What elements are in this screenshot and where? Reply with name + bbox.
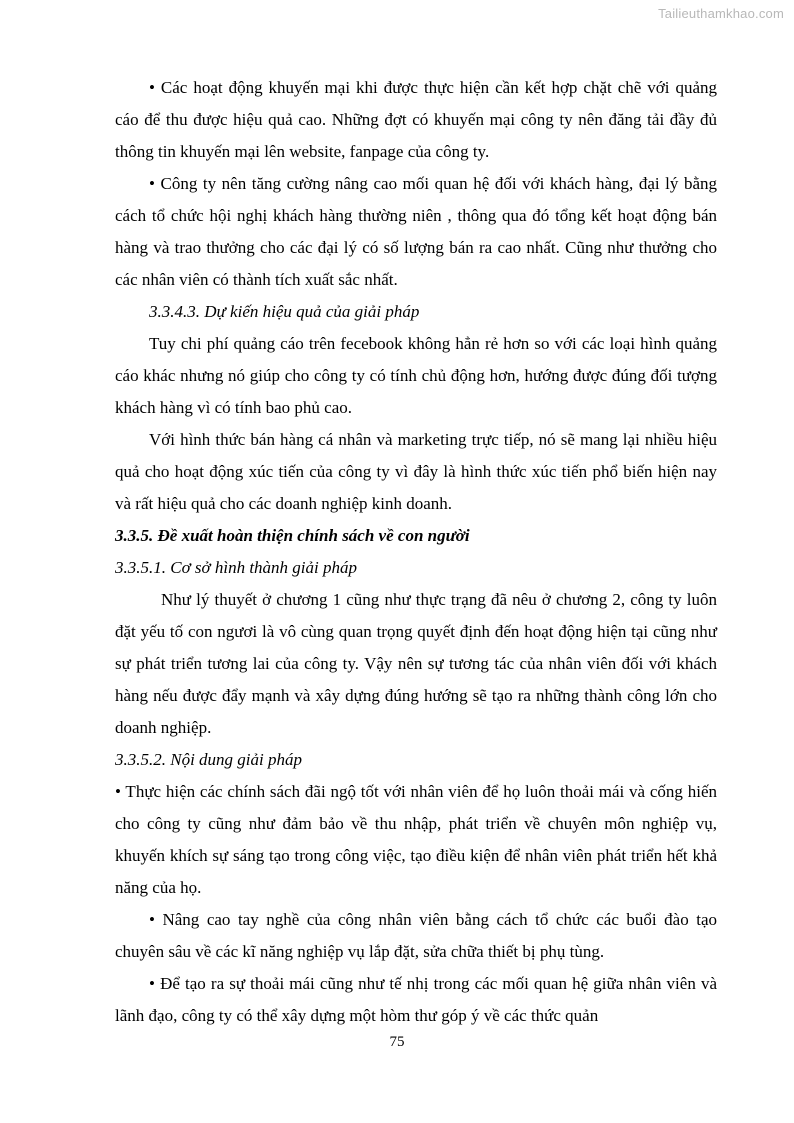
paragraph-suggestion-box: • Để tạo ra sự thoải mái cũng như tế nhị trong các mối quan hệ giữa nhân viên và lãnh đạo, công ty có thể xây dựng một hòm thư góp ý về các thức quản <box>115 974 717 1025</box>
paragraph-promotion-advertising: • Các hoạt động khuyến mại khi được thực hiện cần kết hợp chặt chẽ với quảng cáo để thu được hiệu quả cao. Những đợt có khuyến mại công ty nên đăng tải đầy đủ thông tin khuyến mại lên website, fanpage của công ty. <box>115 78 717 161</box>
page-number: 75 <box>389 1034 405 1050</box>
heading-expected-effect: 3.3.4.3. Dự kiến hiệu quả của giải pháp <box>149 302 420 321</box>
paragraph-staff-training: • Nâng cao tay nghề của công nhân viên bằng cách tổ chức các buổi đào tạo chuyên sâu về các kĩ năng nghiệp vụ lắp đặt, sửa chữa thiết bị phụ tùng. <box>115 910 717 961</box>
paragraph-theory-basis: Như lý thuyết ở chương 1 cũng như thực trạng đã nêu ở chương 2, công ty luôn đặt yếu tố con ngươi là vô cùng quan trọng quyết định đến hoạt động hiện tại cũng như sự phát triển tương lai của công ty. Vậy nên sự tương tác của nhân viên đối với khách hàng nếu được đẩy mạnh và xây dựng đúng hướng sẽ tạo ra những thành công lớn cho doanh nghiệp. <box>115 590 717 737</box>
paragraph-facebook-ads: Tuy chi phí quảng cáo trên fecebook không hẳn rẻ hơn so với các loại hình quảng cáo khác nhưng nó giúp cho công ty có tính chủ động hơn, hướng được đúng đối tượng khách hàng vì có tính bao phủ cao. <box>115 334 717 417</box>
heading-solution-basis: 3.3.5.1. Cơ sở hình thành giải pháp <box>115 558 357 577</box>
heading-solution-content: 3.3.5.2. Nội dung giải pháp <box>115 750 303 769</box>
paragraph-customer-relations: • Công ty nên tăng cường nâng cao mối quan hệ đối với khách hàng, đại lý bằng cách tổ chức hội nghị khách hàng thường niên , thông qua đó tổng kết hoạt động bán hàng và trao thưởng cho các đại lý có số lượng bán ra cao nhất. Cũng như thưởng cho các nhân viên có thành tích xuất sắc nhất. <box>115 174 717 289</box>
paragraph-personal-selling: Với hình thức bán hàng cá nhân và marketing trực tiếp, nó sẽ mang lại nhiều hiệu quả cho hoạt động xúc tiến của công ty vì đây là hình thức xúc tiến phổ biến hiện nay và rất hiệu quả cho các doanh nghiệp kinh doanh. <box>115 430 717 513</box>
watermark: Tailieuthamkhao.com <box>658 6 784 21</box>
paragraph-staff-benefits: • Thực hiện các chính sách đãi ngộ tốt với nhân viên để họ luôn thoải mái và cống hiến cho công ty cũng như đảm bảo về thu nhập, phát triển về chuyên môn nghiệp vụ, khuyến khích sự sáng tạo trong công việc, tạo điều kiện để nhân viên phát triển hết khả năng của họ. <box>115 782 717 897</box>
heading-people-policy: 3.3.5. Đề xuất hoàn thiện chính sách về con người <box>115 526 470 545</box>
document-body <box>115 72 717 1032</box>
